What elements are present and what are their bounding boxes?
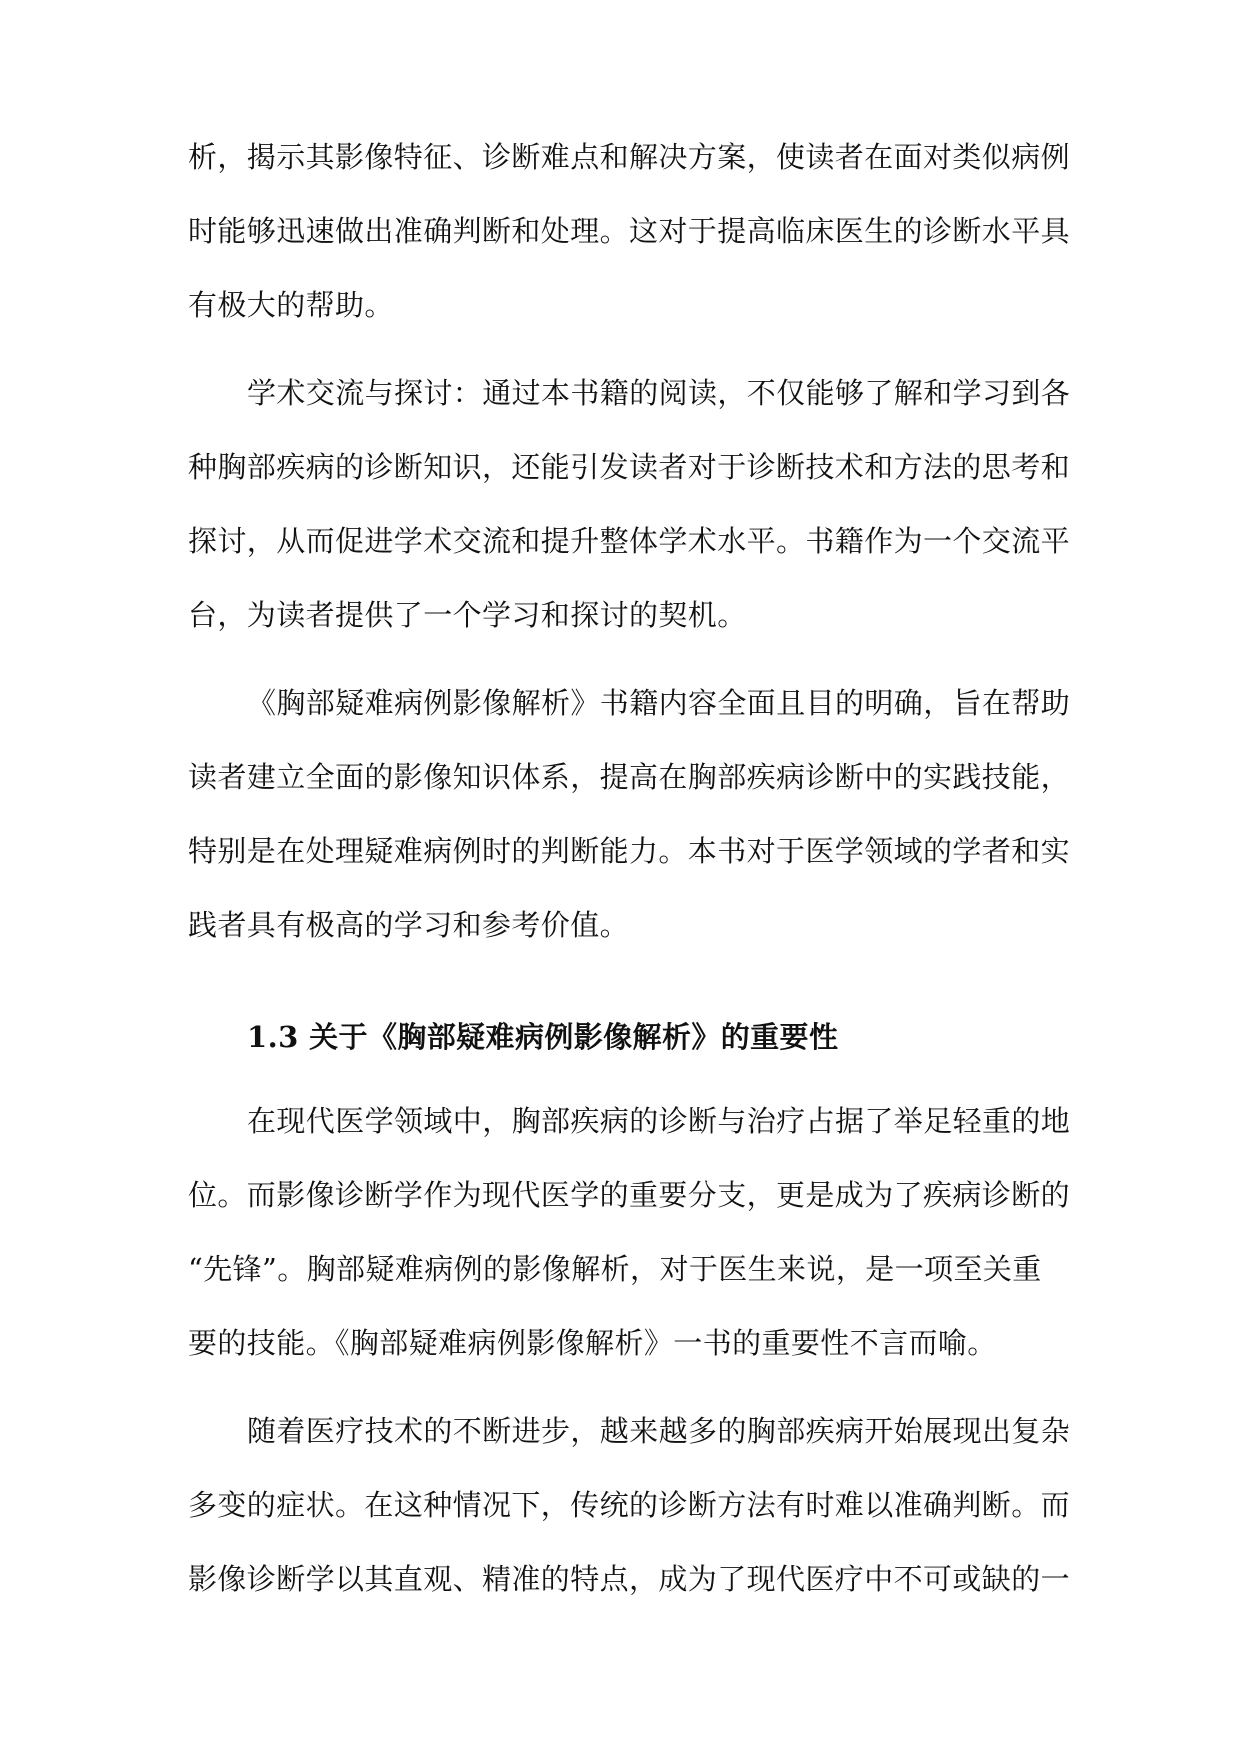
paragraph-5-line-1: 随着医疗技术的不断进步，越来越多的胸部疾病开始展现出复杂 [247, 1414, 1071, 1448]
paragraph-2-line-2: 种胸部疾病的诊断知识，还能引发读者对于诊断技术和方法的思考和 [188, 450, 1071, 484]
paragraph-4-line-3: “先锋”。胸部疑难病例的影像解析，对于医生来说，是一项至关重 [188, 1252, 1042, 1286]
paragraph-3-line-1: 《胸部疑难病例影像解析》书籍内容全面且目的明确，旨在帮助 [247, 686, 1071, 720]
paragraph-2-line-4: 台，为读者提供了一个学习和探讨的契机。 [188, 598, 747, 632]
paragraph-5-line-2: 多变的症状。在这种情况下，传统的诊断方法有时难以准确判断。而 [188, 1488, 1071, 1522]
paragraph-3-line-2: 读者建立全面的影像知识体系，提高在胸部疾病诊断中的实践技能， [188, 760, 1071, 794]
paragraph-1-line-2: 时能够迅速做出准确判断和处理。这对于提高临床医生的诊断水平具 [188, 214, 1071, 248]
paragraph-2-line-1: 学术交流与探讨：通过本书籍的阅读，不仅能够了解和学习到各 [247, 376, 1071, 410]
paragraph-4-line-4: 要的技能。《胸部疑难病例影像解析》一书的重要性不言而喻。 [188, 1326, 997, 1360]
paragraph-1-line-3: 有极大的帮助。 [188, 288, 394, 322]
paragraph-5-line-3: 影像诊断学以其直观、精准的特点，成为了现代医疗中不可或缺的一 [188, 1562, 1071, 1596]
paragraph-3-line-3: 特别是在处理疑难病例时的判断能力。本书对于医学领域的学者和实 [188, 834, 1071, 868]
section-heading: 1.3 关于《胸部疑难病例影像解析》的重要性 [247, 1020, 839, 1054]
paragraph-3-line-4: 践者具有极高的学习和参考价值。 [188, 908, 630, 942]
paragraph-4-line-2: 位。而影像诊断学作为现代医学的重要分支，更是成为了疾病诊断的 [188, 1178, 1071, 1212]
paragraph-2-line-3: 探讨，从而促进学术交流和提升整体学术水平。书籍作为一个交流平 [188, 524, 1071, 558]
paragraph-4-line-1: 在现代医学领域中，胸部疾病的诊断与治疗占据了举足轻重的地 [247, 1104, 1071, 1138]
paragraph-1-line-1: 析，揭示其影像特征、诊断难点和解决方案，使读者在面对类似病例 [188, 140, 1071, 174]
